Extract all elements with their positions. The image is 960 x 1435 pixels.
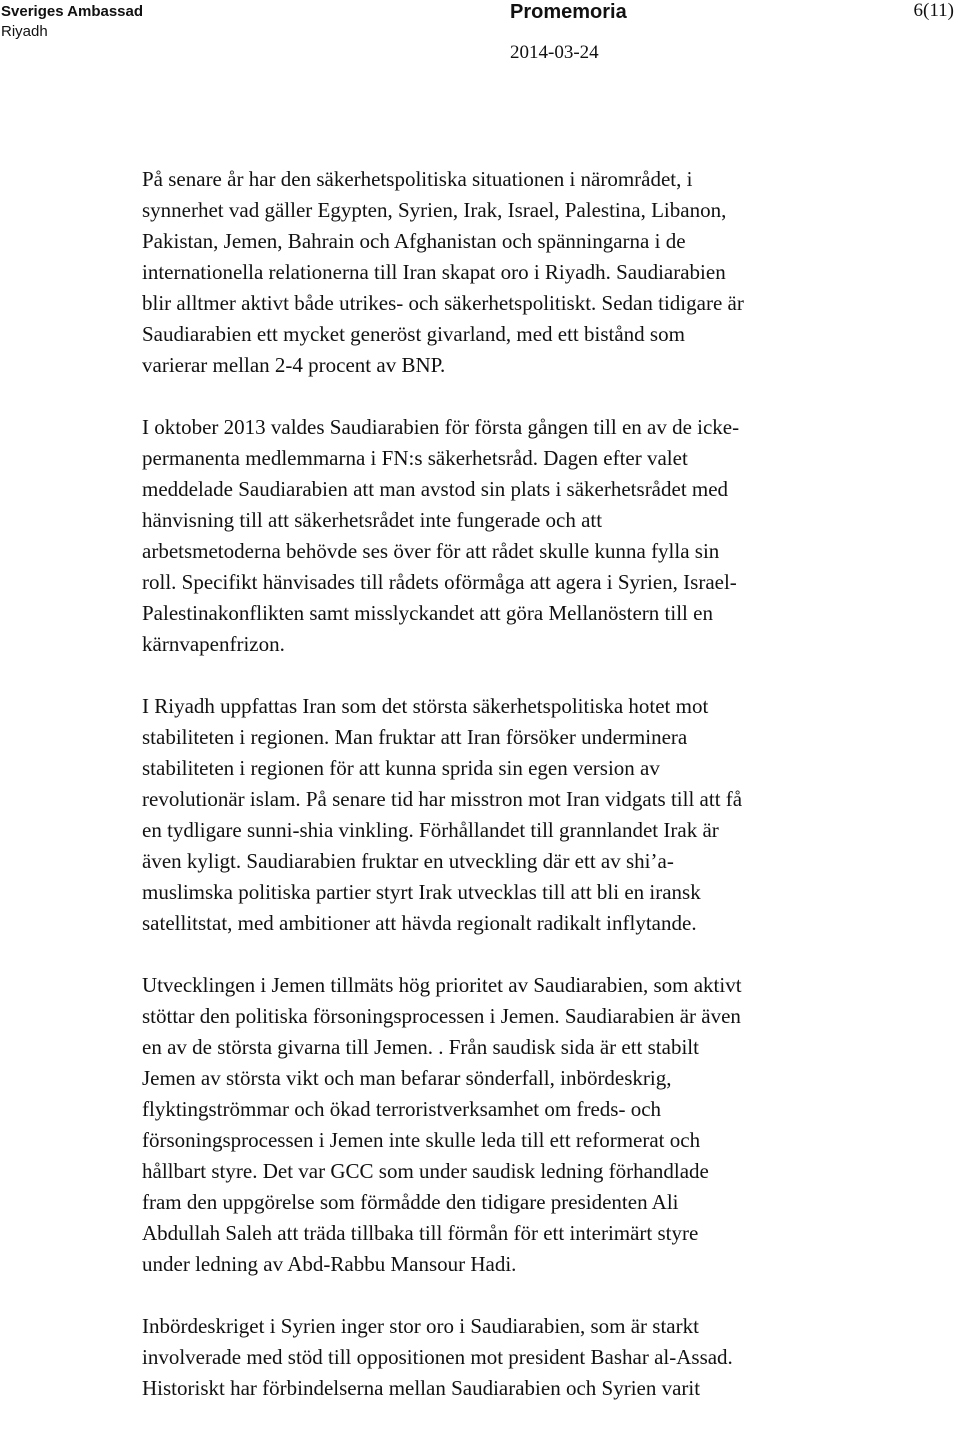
text-line: På senare år har den säkerhetspolitiska situationen i närområdet, i <box>142 167 693 191</box>
text-line: även kyligt. Saudiarabien fruktar en utveckling där ett av shi’a- <box>142 849 674 873</box>
text-line: försoningsprocessen i Jemen inte skulle leda till ett reformerat och <box>142 1128 701 1152</box>
text-line: satellitstat, med ambitioner att hävda regionalt radikalt inflytande. <box>142 911 697 935</box>
text-line: revolutionär islam. På senare tid har misstron mot Iran vidgats till att få <box>142 787 743 811</box>
text-line: roll. Specifikt hänvisades till rådets oförmåga att agera i Syrien, Israel- <box>142 570 737 594</box>
text-line: Saudiarabien ett mycket generöst givarland, med ett bistånd som <box>142 322 685 346</box>
text-line: muslimska politiska partier styrt Irak utvecklas till att bli en iransk <box>142 880 701 904</box>
document-type: Promemoria <box>510 1 627 23</box>
text-line: involverade med stöd till oppositionen mot president Bashar al-Assad. <box>142 1345 733 1369</box>
text-line: Historiskt har förbindelserna mellan Saudiarabien och Syrien varit <box>142 1376 701 1400</box>
text-line: stöttar den politiska försoningsprocessen i Jemen. Saudiarabien är även <box>142 1004 741 1028</box>
text-line: varierar mellan 2-4 procent av BNP. <box>142 353 446 377</box>
page-number: 6(11) <box>913 0 954 21</box>
body-paragraph <box>142 164 842 381</box>
text-line: Pakistan, Jemen, Bahrain och Afghanistan och spänningarna i de <box>142 229 686 253</box>
text-line: meddelade Saudiarabien att man avstod sin plats i säkerhetsrådet med <box>142 477 729 501</box>
body-paragraph <box>142 412 842 660</box>
document-header <box>0 0 960 70</box>
text-line: en tydligare sunni-shia vinkling. Förhållandet till grannlandet Irak är <box>142 818 719 842</box>
text-line: hänvisning till att säkerhetsrådet inte fungerade och att <box>142 508 603 532</box>
text-line: hållbart styre. Det var GCC som under saudisk ledning förhandlade <box>142 1159 709 1183</box>
text-line: Utvecklingen i Jemen tillmäts hög prioritet av Saudiarabien, som aktivt <box>142 973 742 997</box>
text-line: kärnvapenfrizon. <box>142 632 285 656</box>
text-line: stabiliteten i regionen för att kunna sprida sin egen version av <box>142 756 660 780</box>
document-body <box>142 164 842 1435</box>
body-paragraph <box>142 691 842 939</box>
text-line: synnerhet vad gäller Egypten, Syrien, Irak, Israel, Palestina, Libanon, <box>142 198 727 222</box>
text-line: under ledning av Abd-Rabbu Mansour Hadi. <box>142 1252 517 1276</box>
text-line: Inbördeskriget i Syrien inger stor oro i Saudiarabien, som är starkt <box>142 1314 699 1338</box>
text-line: I Riyadh uppfattas Iran som det största säkerhetspolitiska hotet mot <box>142 694 709 718</box>
sender-city: Riyadh <box>1 23 48 40</box>
text-line: Jemen av största vikt och man befarar sönderfall, inbördeskrig, <box>142 1066 672 1090</box>
text-line: stabiliteten i regionen. Man fruktar att Iran försöker underminera <box>142 725 688 749</box>
text-line: permanenta medlemmarna i FN:s säkerhetsråd. Dagen efter valet <box>142 446 688 470</box>
text-line: en av de största givarna till Jemen. . Från saudisk sida är ett stabilt <box>142 1035 699 1059</box>
body-paragraph <box>142 970 842 1280</box>
text-line: arbetsmetoderna behövde ses över för att rådet skulle kunna fylla sin <box>142 539 720 563</box>
text-line: blir alltmer aktivt både utrikes- och säkerhetspolitiskt. Sedan tidigare är <box>142 291 744 315</box>
text-line: internationella relationerna till Iran skapat oro i Riyadh. Saudiarabien <box>142 260 726 284</box>
text-line: flyktingströmmar och ökad terroristverksamhet om freds- och <box>142 1097 662 1121</box>
text-line: Palestinakonflikten samt misslyckandet att göra Mellanöstern till en <box>142 601 713 625</box>
document-date: 2014-03-24 <box>510 42 599 63</box>
body-paragraph <box>142 1311 842 1404</box>
text-line: fram den uppgörelse som förmådde den tidigare presidenten Ali <box>142 1190 679 1214</box>
text-line: I oktober 2013 valdes Saudiarabien för första gången till en av de icke- <box>142 415 740 439</box>
sender-organization: Sveriges Ambassad <box>1 3 144 20</box>
text-line: Abdullah Saleh att träda tillbaka till förmån för ett interimärt styre <box>142 1221 699 1245</box>
